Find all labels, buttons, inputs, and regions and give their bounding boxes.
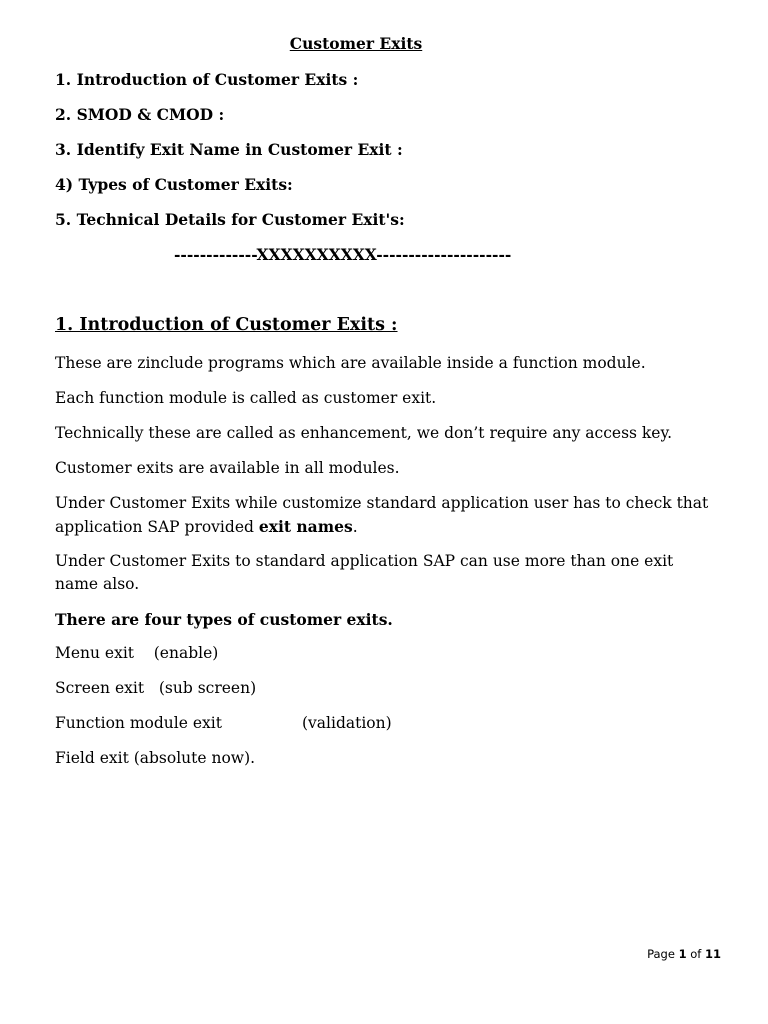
paragraph-enhancement: Technically these are called as enhancement, we don’t require any access key. (55, 424, 673, 442)
toc-item-2: 2. SMOD & CMOD : (55, 105, 225, 124)
type-function-module-exit-name: Function module exit (55, 714, 222, 732)
paragraph-four-types: There are four types of customer exits. (55, 610, 393, 629)
paragraph-function-module: Each function module is called as customer exit. (55, 389, 437, 407)
footer-of-word: of (690, 947, 702, 961)
type-function-module-exit (55, 714, 222, 732)
paragraph-exit-names-text: Under Customer Exits while customize standard application user has to check that application SAP provided (55, 494, 709, 536)
type-function-module-exit-note: (validation) (302, 714, 392, 732)
separator-line: -------------XXXXXXXXXX--------------------- (174, 245, 512, 264)
type-menu-exit (55, 644, 218, 662)
footer-page-number: 1 (678, 947, 687, 961)
exit-names-bold: exit names (258, 517, 353, 536)
type-menu-exit-name: Menu exit (55, 644, 154, 662)
section-heading-introduction: 1. Introduction of Customer Exits : (55, 315, 398, 335)
toc-item-1: 1. Introduction of Customer Exits : (55, 70, 359, 89)
type-field-exit: Field exit (absolute now). (55, 749, 256, 767)
type-screen-exit-note: (sub screen) (158, 679, 257, 697)
paragraph-exit-names-end: . (352, 518, 358, 536)
toc-item-5: 5. Technical Details for Customer Exit's: (55, 210, 405, 229)
document-title: Customer Exits (289, 34, 423, 53)
toc-item-3: 3. Identify Exit Name in Customer Exit : (55, 140, 403, 159)
paragraph-modules: Customer exits are available in all modules. (55, 459, 400, 477)
type-screen-exit (55, 679, 256, 697)
footer-page-word: Page (647, 947, 675, 961)
paragraph-exit-names (55, 492, 715, 539)
footer-page-total: 11 (704, 947, 721, 961)
page-footer (647, 947, 721, 961)
paragraph-zinclude: These are zinclude programs which are available inside a function module. (55, 354, 646, 372)
type-menu-exit-note: (enable) (153, 644, 219, 662)
type-screen-exit-name: Screen exit (55, 679, 159, 697)
toc-item-4: 4) Types of Customer Exits: (55, 175, 293, 194)
paragraph-multiple-exits: Under Customer Exits to standard application SAP can use more than one exit name also. (55, 552, 674, 593)
